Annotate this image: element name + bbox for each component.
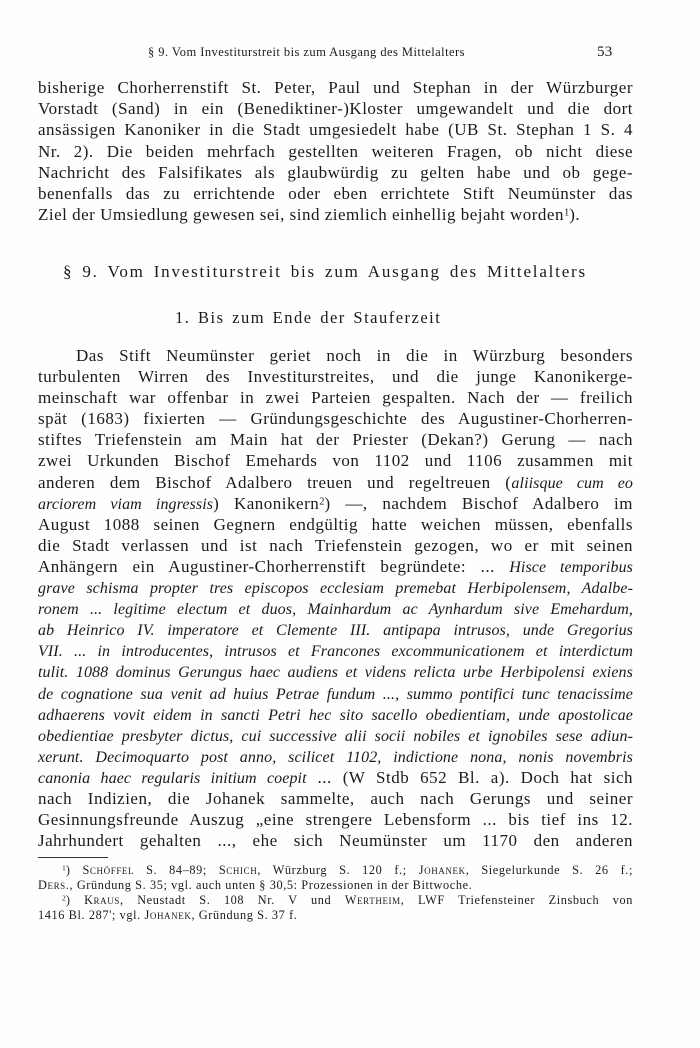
text-line: [38, 683, 633, 704]
text-line: [38, 77, 633, 98]
text-line: [38, 830, 633, 851]
text-line: [38, 809, 633, 830]
text-run: Gesinnungsfreunde Auszug „eine strengere Lebensform ... bis tief ins 12.: [38, 810, 633, 830]
text-line: [38, 767, 633, 788]
text-line: [38, 408, 633, 429]
text-run: , Siegelurkunde S. 26 f.;: [465, 863, 633, 877]
text-line: [38, 640, 633, 661]
text-run: meinschaft war offenbar in zwei Parteien gespalten. Nach der — freilich: [38, 388, 633, 408]
subsection-heading: 1. Bis zum Ende der Stauferzeit: [175, 308, 442, 327]
text-line: [38, 535, 633, 556]
text-run: Vorstadt (Sand) in ein (Benediktiner-)Kloster umgewandelt und die dort: [38, 99, 633, 119]
text-run: nach Indizien, die Johanek sammelte, auch nach Gerungs und seiner: [38, 788, 633, 808]
text-line: [38, 119, 633, 140]
text-line: [38, 908, 633, 923]
text-run: spät (1683) fixierten — Gründungsgeschichte des Augustiner-Chorherren-: [38, 409, 633, 429]
text-run: August 1088 seinen Gegnern endgültig hatte weichen müssen, ebenfalls: [38, 514, 633, 534]
text-line: [38, 863, 633, 878]
text-run: bisherige Chorherrenstift St. Peter, Paul und Stephan in der Würzburger: [38, 78, 633, 97]
text-run: S. 84–89;: [134, 863, 219, 877]
italic-text-run: adhaerens vovit eidem in sancti Petri hec sito sacello obedientiam, unde apostolicae: [38, 706, 633, 724]
text-line: [38, 345, 633, 366]
text-line: [38, 556, 633, 577]
text-run: Jahrhundert gehalten ..., ehe sich Neumünster um 1170 den anderen: [38, 831, 633, 851]
text-line: [38, 725, 633, 746]
text-line: [38, 893, 633, 908]
text-line: [38, 878, 633, 893]
text-run: ... (W Stdb 652 Bl. a). Doch hat sich: [306, 767, 633, 787]
italic-text-run: canonia haec regularis initium coepit: [38, 769, 307, 787]
text-run: ).: [569, 205, 581, 225]
author-name: Kraus: [84, 893, 120, 907]
text-line: [38, 788, 633, 809]
text-run: ansässigen Kanoniker in die Stadt umgesiedelt habe (UB St. Stephan 1 S. 4: [38, 120, 633, 140]
italic-text-run: Hisce temporibus: [509, 558, 633, 576]
footnote: [38, 863, 633, 893]
author-name: Johanek: [418, 863, 466, 877]
text-run: Das Stift Neumünster geriet noch in die in Würzburg besonders: [76, 346, 633, 365]
footnote-marker: 2: [62, 893, 66, 903]
text-run: ): [65, 863, 83, 877]
text-run: Nachricht des Falsifikates als glaubwürdig zu gelten habe und ob gege-: [38, 162, 633, 182]
text-line: [38, 429, 633, 450]
text-line: [38, 141, 633, 162]
text-line: [38, 598, 633, 619]
body-paragraph: [38, 345, 633, 851]
text-line: [38, 98, 633, 119]
text-run: , Neustadt S. 108 Nr. V und: [119, 893, 345, 907]
text-run: 1416 Bl. 287'; vgl.: [38, 908, 145, 922]
italic-text-run: ab Heinrico IV. imperatore et Clemente III. antipapa intrusos, unde Gregorius: [38, 622, 633, 640]
italic-text-run: de cognatione sua venit ad huius Petrae fundum ..., summo pontifici tunc tenacissime: [38, 685, 633, 703]
text-run: Nr. 2). Die beiden mehrfach gestellten weiteren Fragen, ob nicht diese: [38, 141, 633, 161]
text-run: ) —, nachdem Bischof Adalbero im: [324, 493, 633, 513]
text-line: [38, 493, 633, 514]
footnote-rule: [38, 857, 108, 858]
text-run: Anhängern ein Augustiner-Chorherrenstift begründete: ...: [38, 556, 510, 576]
italic-text-run: grave schisma propter tres episcopos ecclesiam premebat Herbipolensem, Adalbe-: [38, 580, 633, 598]
italic-text-run: aliisque cum eo: [511, 474, 634, 492]
italic-text-run: arciorem viam ingressis: [38, 495, 214, 513]
text-line: [38, 387, 633, 408]
author-name: Wertheim: [344, 893, 401, 907]
italic-text-run: ronem ... legitime electum et duos, Mainhardum ac Aynhardum sive Emehardum,: [38, 601, 633, 619]
author-name: Schich: [218, 863, 258, 877]
text-line: [38, 619, 633, 640]
italic-text-run: xerunt. Decimoquarto post anno, scilicet 1102, indictione nona, nonis novembris: [38, 748, 633, 766]
text-line: [38, 366, 633, 387]
text-run: Ziel der Umsiedlung gewesen sei, sind ziemlich einhellig bejaht worden: [38, 205, 564, 225]
text-run: stiftes Triefenstein am Main hat der Priester (Dekan?) Gerung — nach: [38, 430, 633, 450]
footnote-marker: 1: [62, 863, 66, 873]
text-line: [38, 577, 633, 598]
footnotes: [38, 863, 633, 923]
body-paragraph: [38, 77, 633, 225]
text-line: [38, 472, 633, 493]
author-name: Johanek: [144, 908, 192, 922]
italic-text-run: obedientiae presbyter dictus, cui successive alii socii nobiles et ignobiles sese adiun-: [38, 727, 633, 745]
italic-text-run: VII. ... in introducentes, intrusos et Francones excommunicationem et interdictum: [38, 643, 633, 661]
text-run: , Gründung S. 35; vgl. auch unten § 30,5: Prozessionen in der Bittwoche.: [69, 878, 473, 892]
text-line: [38, 450, 633, 471]
text-run: , Gründung S. 37 f.: [191, 908, 298, 922]
text-run: , LWF Triefensteiner Zinsbuch von: [400, 893, 634, 907]
text-line: [38, 204, 633, 225]
author-name: Ders.: [38, 878, 70, 892]
footnote-marker: 2: [319, 495, 325, 507]
text-line: [38, 704, 633, 725]
page-number: 53: [597, 44, 613, 60]
author-name: Schöffel: [82, 863, 135, 877]
text-run: ) Kanonikern: [213, 493, 320, 513]
text-run: zwei Urkunden Bischof Emehards von 1102 und 1106 zusammen mit: [38, 451, 633, 471]
text-run: ): [65, 893, 85, 907]
text-line: [38, 162, 633, 183]
footnote-marker: 1: [563, 207, 570, 219]
text-run: , Würzburg S. 120 f.;: [257, 863, 419, 877]
text-run: die Stadt verlassen und ist nach Triefenstein gezogen, wo er mit seinen: [38, 535, 633, 555]
text-line: [38, 183, 633, 204]
footnote: [38, 893, 633, 923]
section-heading: § 9. Vom Investiturstreit bis zum Ausgang des Mittelalters: [63, 262, 587, 281]
running-header-title: § 9. Vom Investiturstreit bis zum Ausgang des Mittelalters: [148, 45, 465, 59]
italic-text-run: tulit. 1088 dominus Gerungus haec audiens et videns relicta urbe Herbipolensi exiens: [38, 664, 633, 682]
text-run: turbulenten Wirren des Investiturstreites, und die junge Kanonikerge-: [38, 367, 633, 387]
text-run: benenfalls das zu errichtende oder eben errichtete Stift Neumünster das: [38, 184, 633, 204]
text-line: [38, 514, 633, 535]
text-line: [38, 661, 633, 682]
text-line: [38, 746, 633, 767]
text-run: anderen dem Bischof Adalbero treuen und regeltreuen (: [38, 472, 512, 492]
